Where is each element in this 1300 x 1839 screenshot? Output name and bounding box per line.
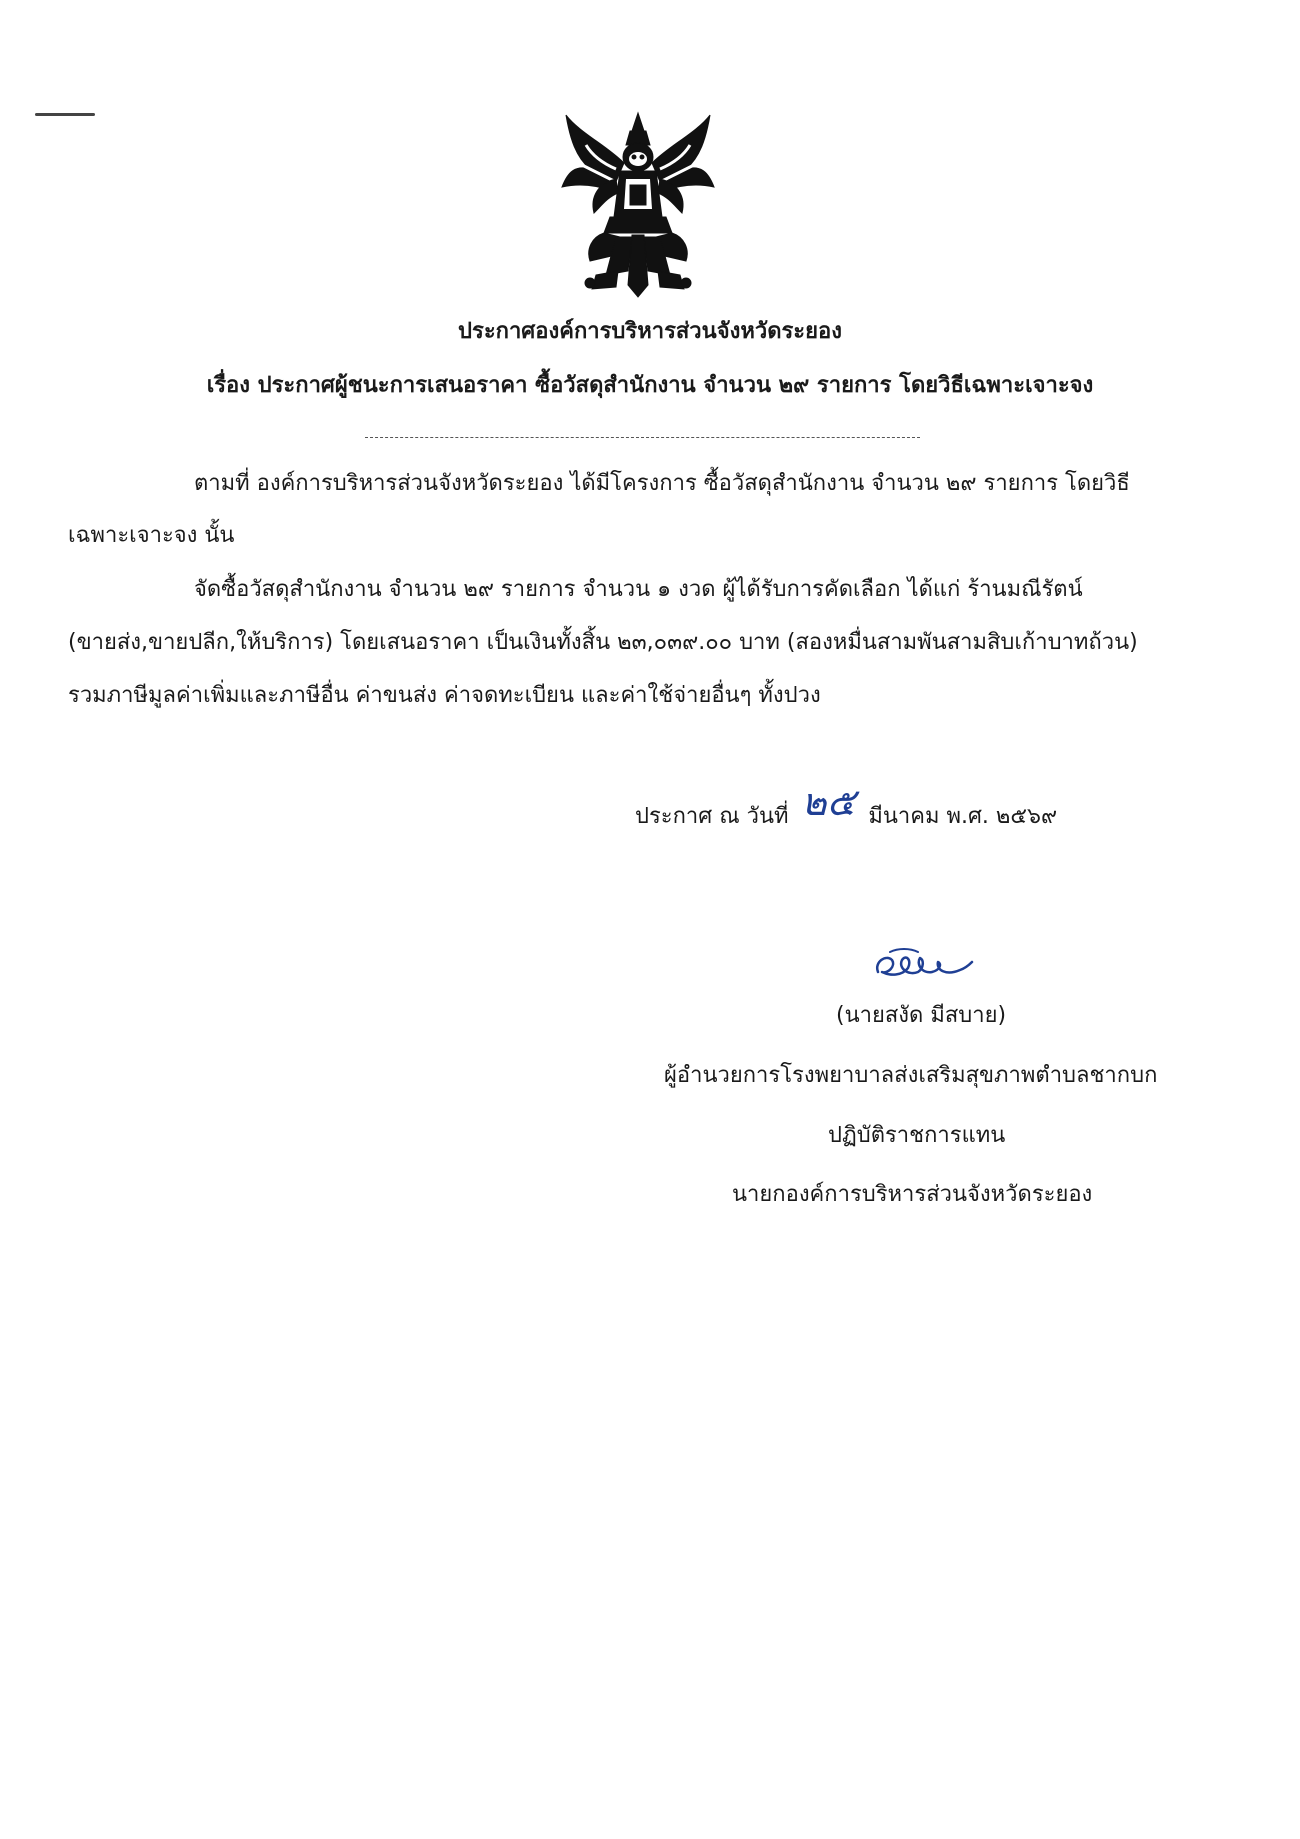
paragraph-2-line-2: (ขายส่ง,ขายปลีก,ให้บริการ) โดยเสนอราคา เป็นเงินทั้งสิ้น ๒๓,๐๓๙.๐๐ บาท (สองหมื่นสามพันสามสิบเก้าบาทถ้วน) bbox=[68, 630, 1138, 655]
paragraph-1-line-1: ตามที่ องค์การบริหารส่วนจังหวัดระยอง ได้มีโครงการ ซื้อวัสดุสำนักงาน จำนวน ๒๙ รายการ โดยวิธี bbox=[194, 471, 1130, 496]
scan-mark bbox=[35, 113, 95, 116]
signatory-on-behalf-of: นายกองค์การบริหารส่วนจังหวัดระยอง bbox=[732, 1182, 1093, 1207]
announcement-title: ประกาศองค์การบริหารส่วนจังหวัดระยอง bbox=[458, 319, 842, 344]
signature-icon bbox=[868, 942, 978, 986]
paragraph-1-line-2: เฉพาะเจาะจง นั้น bbox=[68, 523, 235, 548]
signatory-position: ผู้อำนวยการโรงพยาบาลส่งเสริมสุขภาพตำบลชากบก bbox=[664, 1063, 1158, 1088]
date-day-handwritten: ๒๕ bbox=[801, 780, 856, 824]
announcement-subject: เรื่อง ประกาศผู้ชนะการเสนอราคา ซื้อวัสดุสำนักงาน จำนวน ๒๙ รายการ โดยวิธีเฉพาะเจาะจง bbox=[206, 373, 1094, 398]
garuda-emblem-icon bbox=[546, 105, 730, 301]
signatory-acting: ปฏิบัติราชการแทน bbox=[828, 1123, 1006, 1148]
date-month-year: มีนาคม พ.ศ. ๒๕๖๙ bbox=[868, 804, 1058, 829]
date-prefix: ประกาศ ณ วันที่ bbox=[635, 804, 789, 829]
paragraph-2-line-3: รวมภาษีมูลค่าเพิ่มและภาษีอื่น ค่าขนส่ง ค่าจดทะเบียน และค่าใช้จ่ายอื่นๆ ทั้งปวง bbox=[68, 683, 821, 708]
signatory-name: (นายสงัด มีสบาย) bbox=[836, 1003, 1007, 1028]
separator-line bbox=[365, 437, 920, 438]
paragraph-2-line-1: จัดซื้อวัสดุสำนักงาน จำนวน ๒๙ รายการ จำนวน ๑ งวด ผู้ได้รับการคัดเลือก ได้แก่ ร้านมณีรัตน์ bbox=[194, 577, 1083, 602]
announcement-date bbox=[635, 779, 1057, 840]
